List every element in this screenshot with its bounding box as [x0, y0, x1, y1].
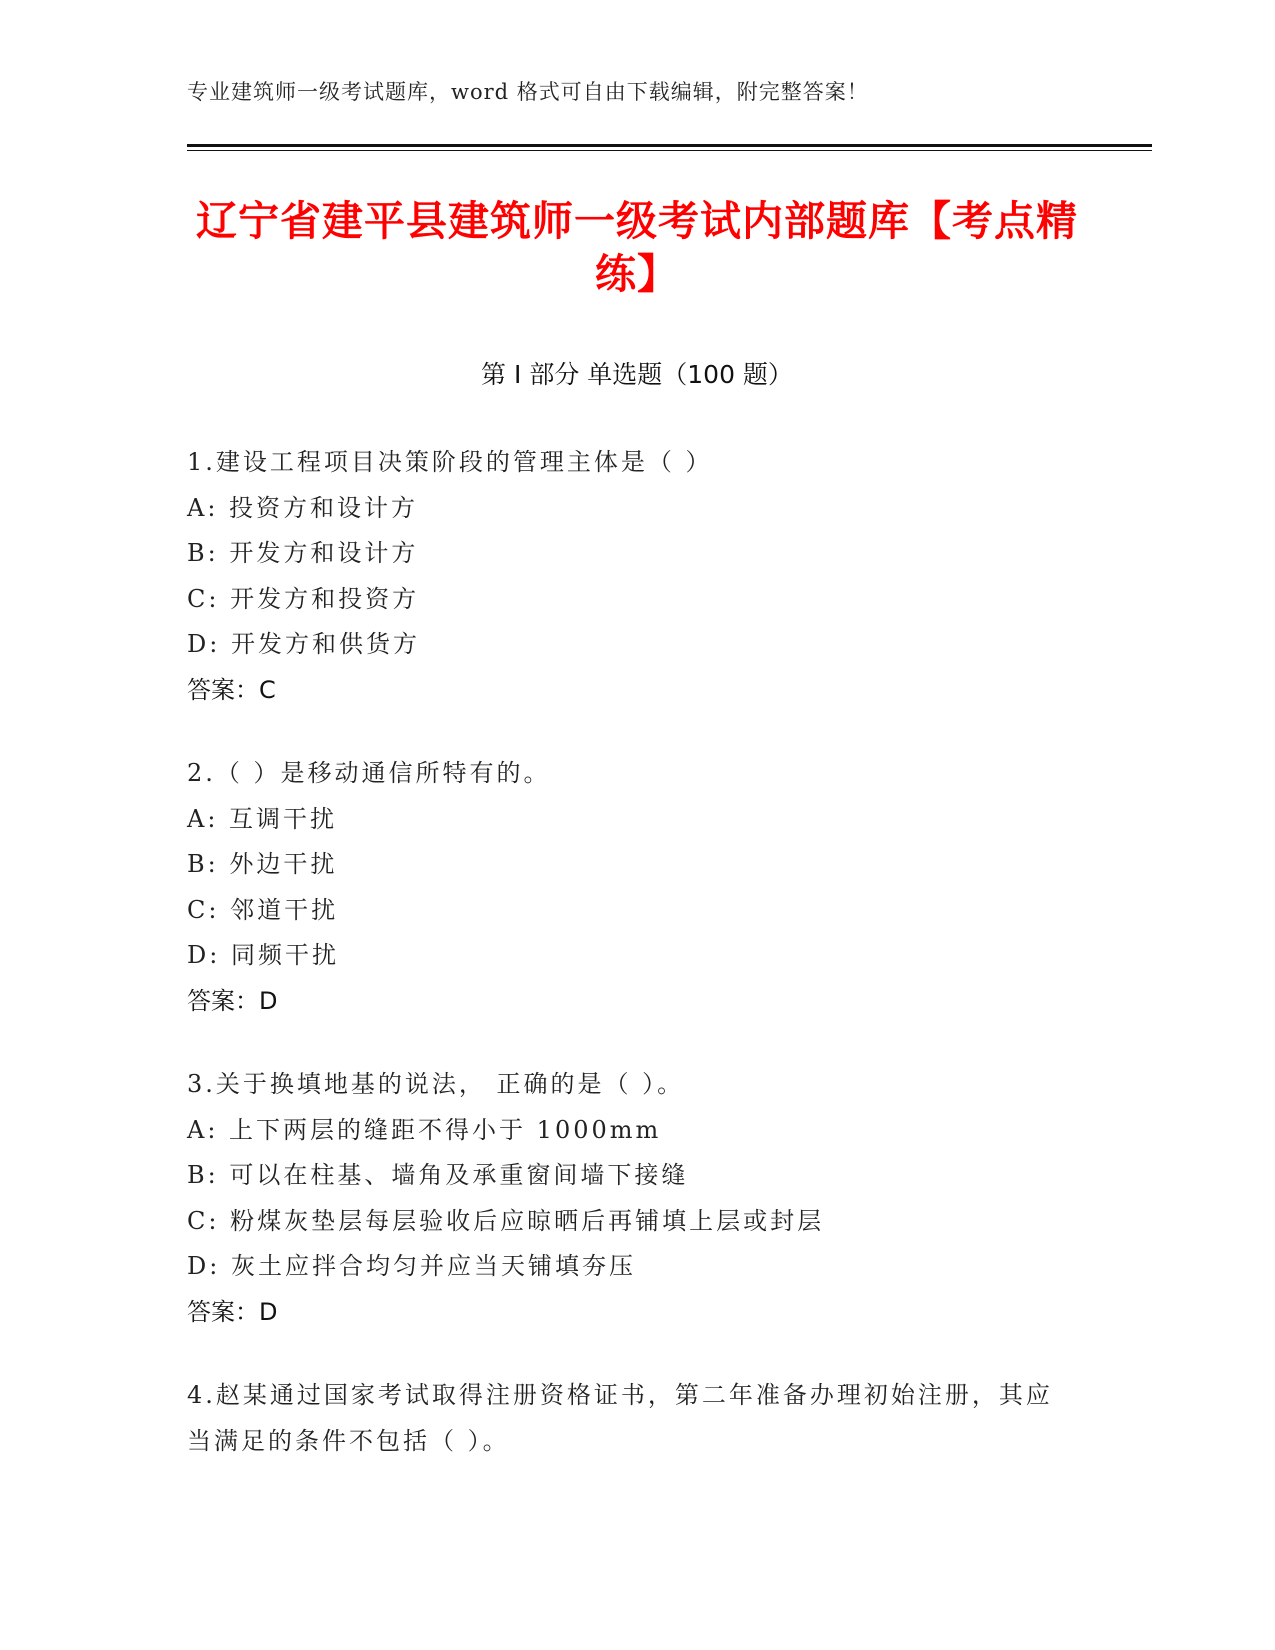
question-4 [187, 1373, 1067, 1464]
question-3 [187, 1062, 1067, 1335]
answer: 答案：D [187, 1297, 278, 1326]
option-b: B: 外边干扰 [187, 850, 338, 878]
answer: 答案：C [187, 675, 276, 704]
header-rule-thin [187, 150, 1152, 151]
answer: 答案：D [187, 986, 278, 1015]
option-b: B: 开发方和设计方 [187, 539, 419, 567]
header-rule-thick [187, 144, 1152, 147]
question-text: 4.赵某通过国家考试取得注册资格证书，第二年准备办理初始注册，其应当满足的条件不包括（ ）。 [187, 1381, 1053, 1455]
question-text: 3.关于换填地基的说法， 正确的是（ ）。 [187, 1070, 685, 1098]
question-text: 2.（ ）是移动通信所特有的。 [187, 759, 551, 787]
question-list [187, 440, 1067, 1502]
document-title: 辽宁省建平县建筑师一级考试内部题库【考点精练】 [196, 197, 1078, 298]
option-c: C: 邻道干扰 [187, 895, 339, 924]
option-d: D: 同频干扰 [187, 941, 339, 969]
section-heading: 第 I 部分 单选题（100 题） [481, 360, 793, 389]
option-a: A: 上下两层的缝距不得小于 1000mm [187, 1115, 662, 1144]
option-a: A: 投资方和设计方 [187, 493, 419, 522]
option-d: D: 开发方和供货方 [187, 630, 420, 658]
option-d: D: 灰土应拌合均匀并应当天铺填夯压 [187, 1252, 636, 1280]
option-c: C: 开发方和投资方 [187, 584, 420, 613]
option-b: B: 可以在柱基、墙角及承重窗间墙下接缝 [187, 1161, 689, 1189]
question-2 [187, 751, 1067, 1024]
question-text: 1.建设工程项目决策阶段的管理主体是（ ） [187, 448, 713, 476]
option-c: C: 粉煤灰垫层每层验收后应晾晒后再铺填上层或封层 [187, 1206, 825, 1235]
question-1 [187, 440, 1067, 713]
header-note: 专业建筑师一级考试题库，word 格式可自由下载编辑，附完整答案！ [187, 80, 869, 104]
option-a: A: 互调干扰 [187, 804, 338, 833]
